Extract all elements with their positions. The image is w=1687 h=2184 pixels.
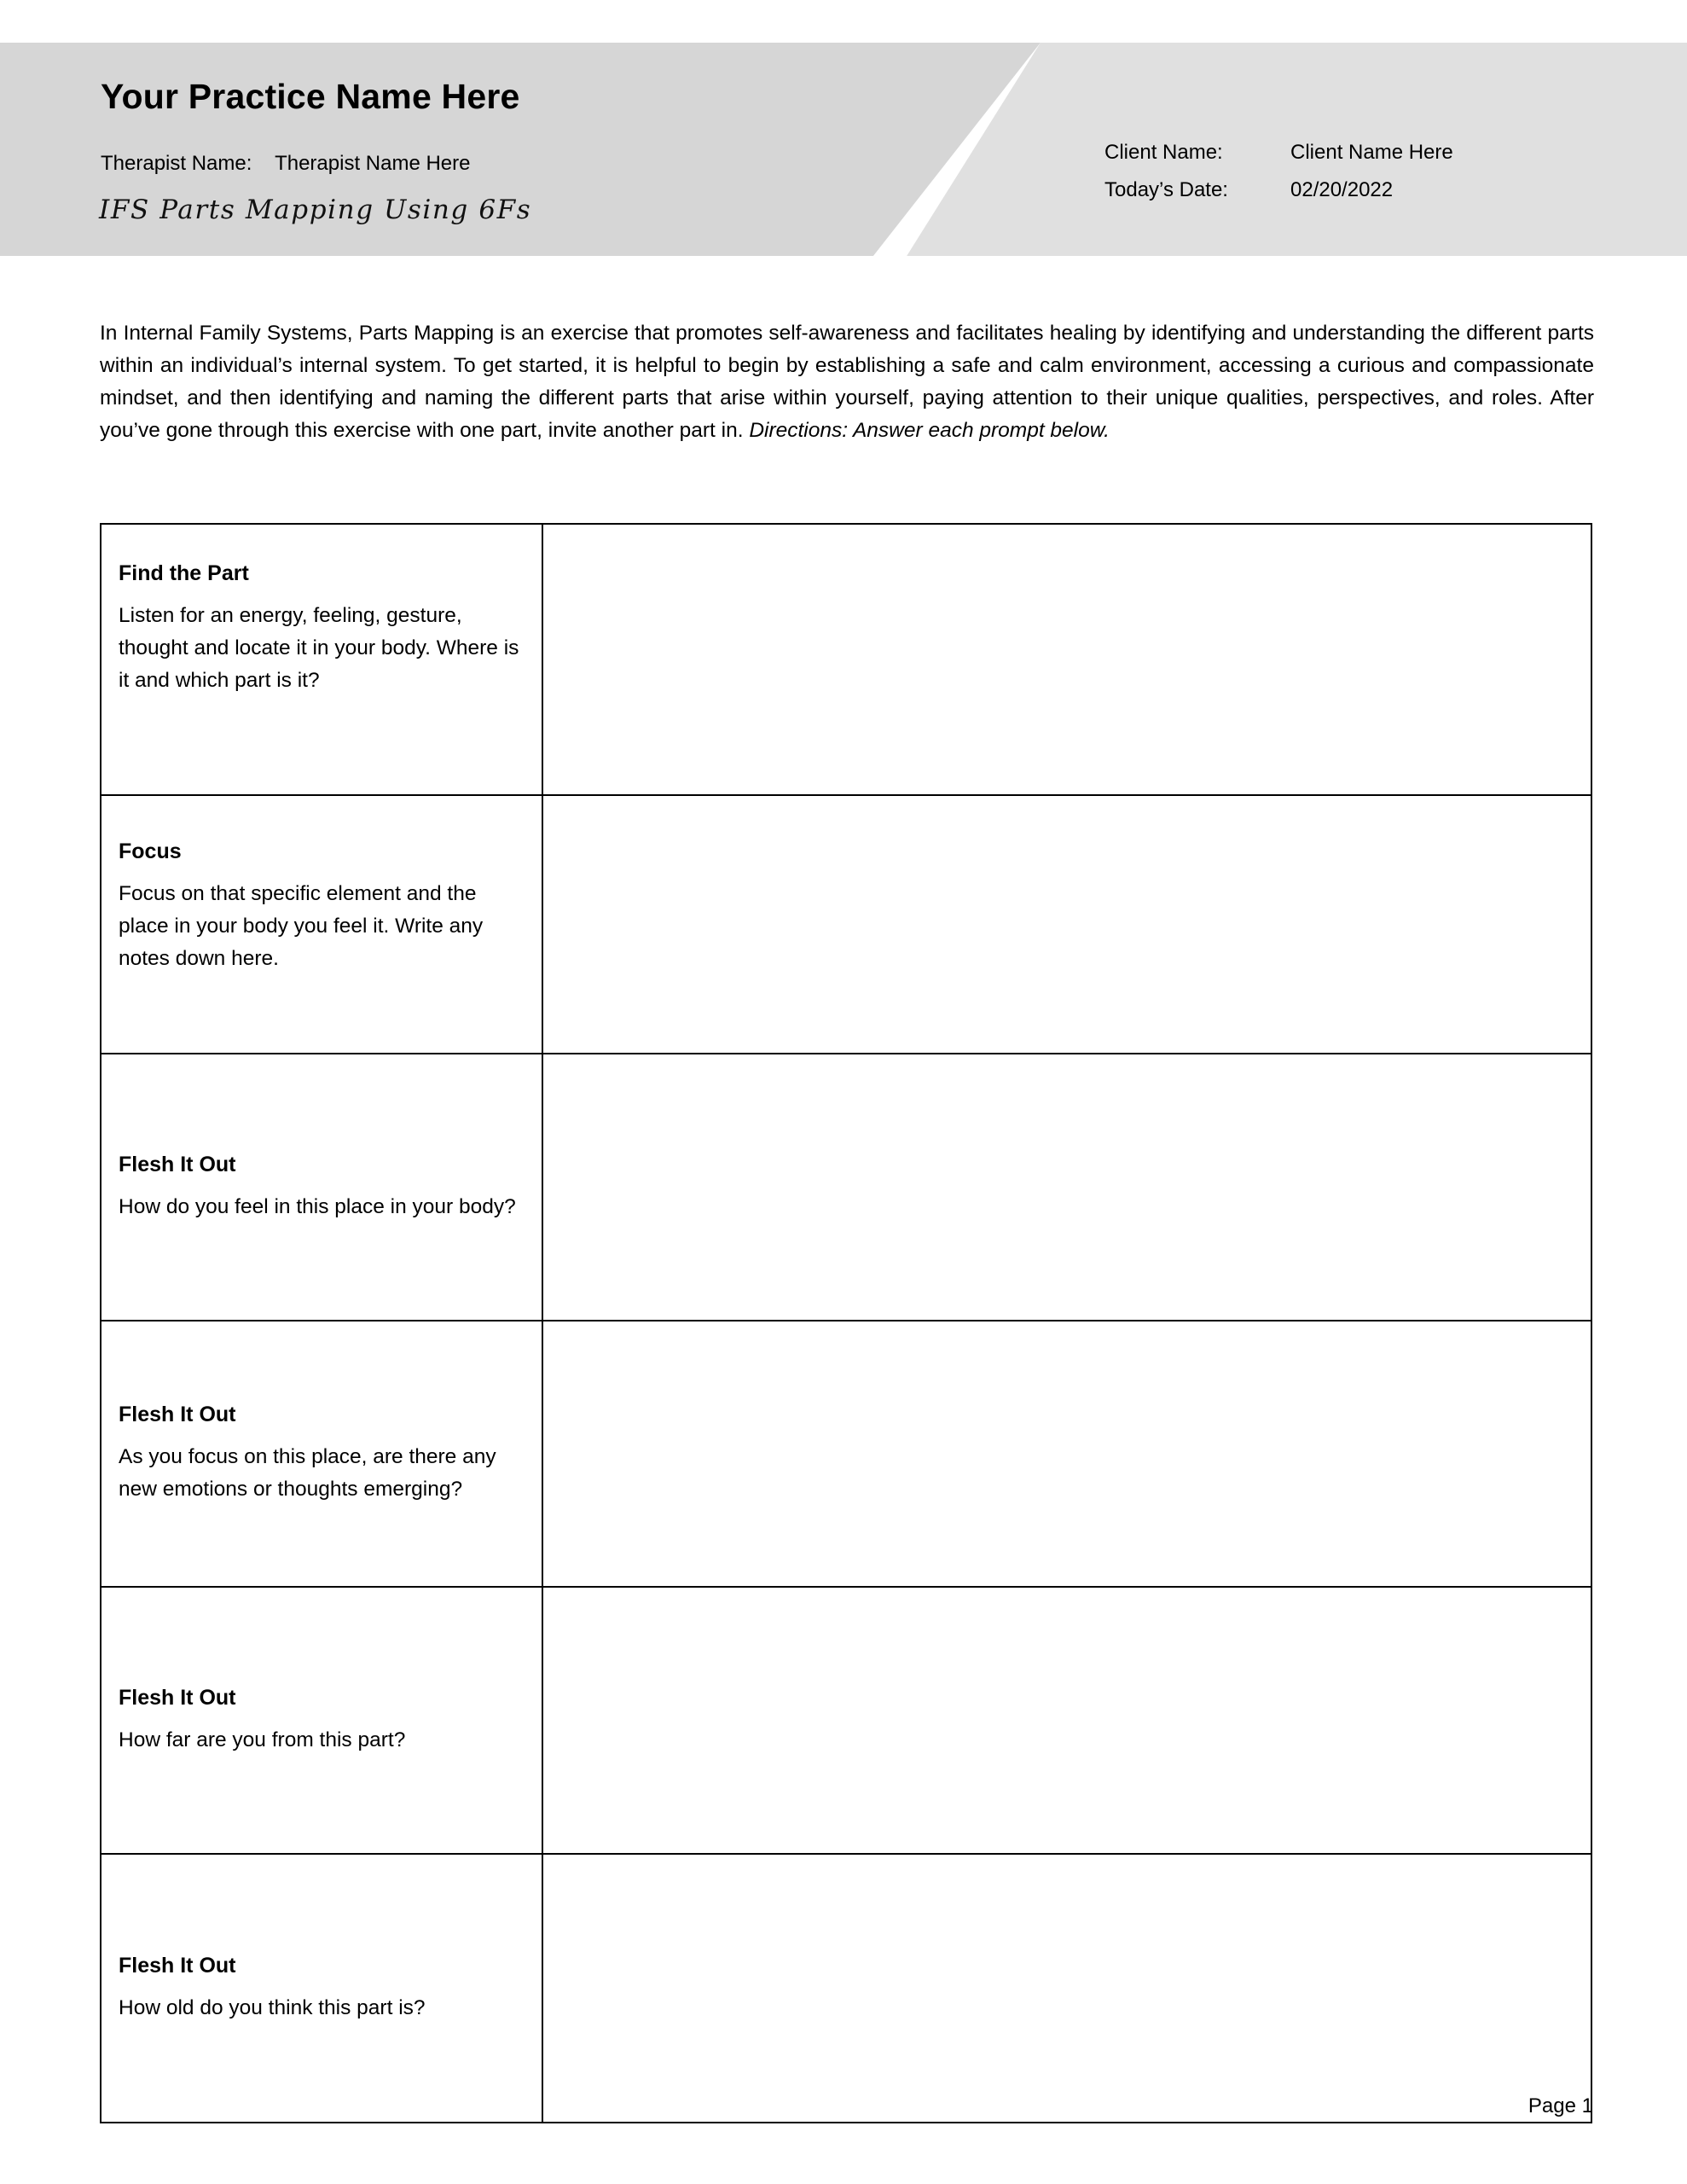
table-row [101, 1321, 1591, 1588]
page-number: Page 1 [1528, 2094, 1593, 2117]
prompt-cell [101, 1321, 543, 1586]
prompt-title: Flesh It Out [119, 1953, 236, 1978]
prompt-text: Focus on that specific element and the place in your body you feel it. Write any notes down here. [119, 882, 484, 970]
therapist-name-label: Therapist Name: [101, 152, 252, 175]
answer-field[interactable] [543, 796, 1591, 1053]
prompt-cell [101, 1054, 543, 1320]
prompt-cell [101, 525, 543, 794]
worksheet-title: IFS Parts Mapping Using 6Fs [99, 195, 532, 225]
answer-field[interactable] [543, 1588, 1591, 1853]
client-info-block [1104, 141, 1453, 216]
table-row [101, 796, 1591, 1054]
practice-name: Your Practice Name Here [101, 77, 520, 116]
date-value: 02/20/2022 [1290, 178, 1394, 201]
prompt-text: How old do you think this part is? [119, 1995, 426, 2019]
prompt-title: Flesh It Out [119, 1152, 236, 1176]
table-row [101, 1588, 1591, 1855]
answer-field[interactable] [543, 525, 1591, 794]
prompt-title: Flesh It Out [119, 1403, 236, 1426]
client-name-value: Client Name Here [1290, 141, 1453, 164]
prompt-cell [101, 796, 543, 1053]
client-name-row [1104, 141, 1453, 165]
date-row [1104, 178, 1453, 202]
prompt-title: Flesh It Out [119, 1685, 236, 1710]
intro-directions: Directions: Answer each prompt below. [749, 419, 1110, 442]
intro-body: In Internal Family Systems, Parts Mapping is an exercise that promotes self-awareness and facilitates healing by identifying and understanding the different parts within an individual’s internal system. To get started, it is helpful to begin by establishing a safe and calm environment, accessing a curious and compassionate mindset, and then identifying and naming the different parts that arise within yourself, paying attention to their unique qualities, perspectives, and roles. After you’ve gone through this exercise with one part, invite another part in. [100, 322, 1594, 442]
therapist-name-value: Therapist Name Here [275, 152, 471, 175]
table-row [101, 1855, 1591, 2123]
intro-paragraph [100, 317, 1594, 447]
answer-field[interactable] [543, 1321, 1591, 1586]
prompt-text: Listen for an energy, feeling, gesture, thought and locate it in your body. Where is it and which part is it? [119, 604, 519, 692]
answer-field[interactable] [543, 1054, 1591, 1320]
table-row [101, 525, 1591, 796]
prompt-text: How far are you from this part? [119, 1728, 406, 1751]
table-row [101, 1054, 1591, 1321]
prompts-table [100, 523, 1592, 2123]
prompt-title: Find the Part [119, 561, 249, 585]
prompt-text: As you focus on this place, are there any new emotions or thoughts emerging? [119, 1445, 496, 1501]
document-header [0, 0, 1687, 256]
prompt-title: Focus [119, 839, 182, 863]
prompt-cell [101, 1855, 543, 2122]
prompt-text: How do you feel in this place in your body? [119, 1194, 516, 1218]
date-label: Today’s Date: [1104, 178, 1228, 201]
prompt-cell [101, 1588, 543, 1853]
answer-field[interactable] [543, 1855, 1591, 2122]
client-name-label: Client Name: [1104, 141, 1223, 164]
therapist-name-row [101, 152, 471, 176]
